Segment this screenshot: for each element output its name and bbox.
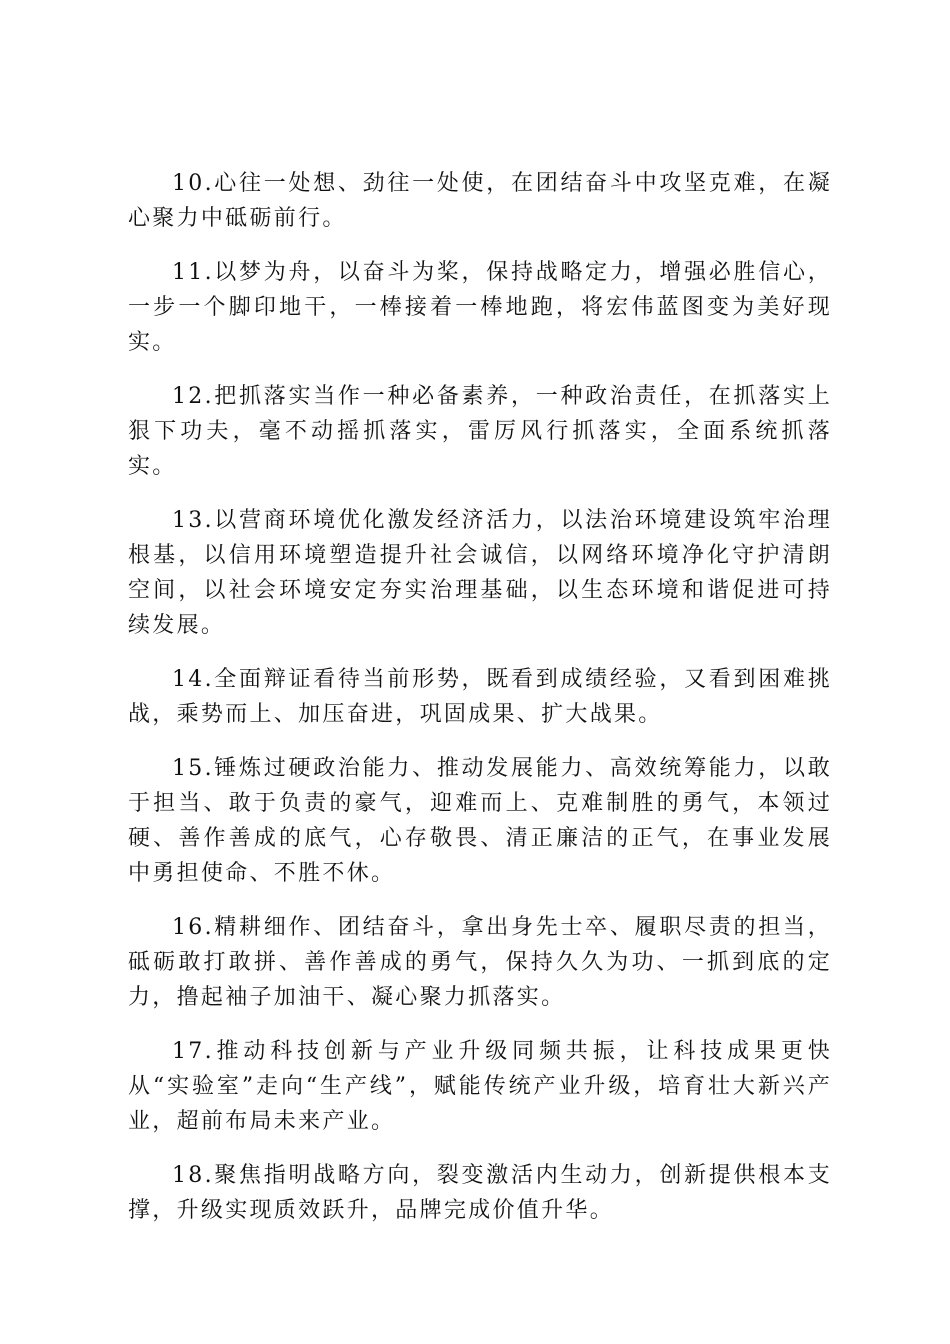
paragraph-16: 16.精耕细作、团结奋斗，拿出身先士卒、履职尽责的担当，砥砺敢打敢拼、善作善成的勇气，保持久久为功、一抓到底的定力，撸起袖子加油干、凝心聚力抓落实。 — [128, 915, 832, 1010]
paragraph-14: 14.全面辩证看待当前形势，既看到成绩经验，又看到困难挑战，乘势而上、加压奋进，巩固成果、扩大战果。 — [128, 667, 832, 727]
paragraph-17: 17.推动科技创新与产业升级同频共振，让科技成果更快从“实验室”走向“生产线”，赋能传统产业升级，培育壮大新兴产业，超前布局未来产业。 — [128, 1039, 832, 1134]
paragraph-15: 15.锤炼过硬政治能力、推动发展能力、高效统筹能力，以敢于担当、敢于负责的豪气，迎难而上、克难制胜的勇气，本领过硬、善作善成的底气，心存敬畏、清正廉洁的正气，在事业发展中勇担使命、不胜不休。 — [128, 756, 832, 886]
document-body — [128, 166, 832, 1247]
paragraph-13: 13.以营商环境优化激发经济活力，以法治环境建设筑牢治理根基，以信用环境塑造提升社会诚信，以网络环境净化守护清朗空间，以社会环境安定夯实治理基础，以生态环境和谐促进可持续发展。 — [128, 508, 832, 638]
paragraph-18: 18.聚焦指明战略方向，裂变激活内生动力，创新提供根本支撑，升级实现质效跃升，品牌完成价值升华。 — [128, 1163, 832, 1223]
paragraph-11: 11.以梦为舟，以奋斗为桨，保持战略定力，增强必胜信心，一步一个脚印地干，一棒接着一棒地跑，将宏伟蓝图变为美好现实。 — [128, 260, 832, 355]
paragraph-12: 12.把抓落实当作一种必备素养，一种政治责任，在抓落实上狠下功夫，毫不动摇抓落实，雷厉风行抓落实，全面系统抓落实。 — [128, 384, 832, 479]
paragraph-10: 10.心往一处想、劲往一处使，在团结奋斗中攻坚克难，在凝心聚力中砥砺前行。 — [128, 171, 832, 231]
